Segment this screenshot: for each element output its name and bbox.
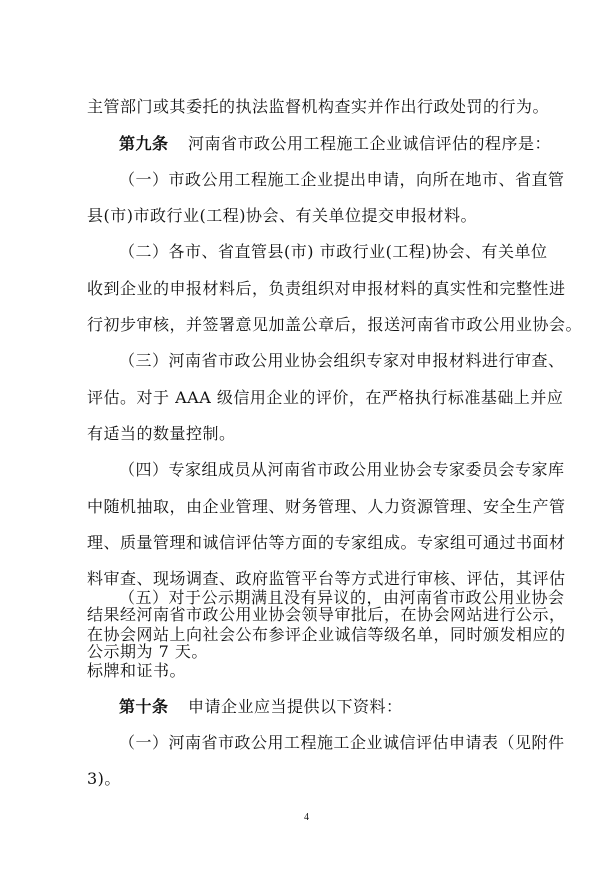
text-line: 3)。 <box>87 769 121 788</box>
text-line: 在协会网站上向社会公布参评企业诚信等级名单，同时颁发相应的 <box>87 625 566 644</box>
text-line: （二）各市、省直管县(市) 市政行业(工程)协会、有关单位 <box>119 242 548 261</box>
text-line: 理、质量管理和诚信评估等方面的专家组成。专家组可通过书面材 <box>87 533 566 552</box>
text-line: 中随机抽取，由企业管理、财务管理、人力资源管理、安全生产管 <box>87 497 566 516</box>
text-line: 申请企业应当提供以下资料： <box>188 697 403 716</box>
text-line: 有适当的数量控制。 <box>87 424 236 443</box>
text-line: 料审查、现场调查、政府监管平台等方式进行审核、评估，其评估 <box>87 569 566 588</box>
article-heading: 第九条 <box>119 134 169 153</box>
page-number: 4 <box>304 812 309 823</box>
text-line: 河南省市政公用工程施工企业诚信评估的程序是： <box>188 134 552 153</box>
text-line: 公示期为 7 天。 <box>87 642 208 661</box>
text-line: （三）河南省市政公用业协会组织专家对申报材料进行审查、 <box>119 351 565 370</box>
text-line: 收到企业的申报材料后，负责组织对申报材料的真实性和完整性进 <box>87 279 566 298</box>
text-line: 结果经河南省市政公用业协会领导审批后，在协会网站进行公示， <box>87 605 566 624</box>
text-line: 标牌和证书。 <box>87 661 187 680</box>
text-line: 评估。对于 AAA 级信用企业的评价，在严格执行标准基础上并应 <box>87 388 564 407</box>
text-line: （五）对于公示期满且没有异议的，由河南省市政公用业协会 <box>119 588 565 607</box>
article-heading: 第十条 <box>119 697 169 716</box>
text-line: （一）市政公用工程施工企业提出申请，向所在地市、省直管 <box>119 170 565 189</box>
text-line: 主管部门或其委托的执法监督机构查实并作出行政处罚的行为。 <box>87 97 550 116</box>
text-line: （一）河南省市政公用工程施工企业诚信评估申请表（见附件 <box>119 733 565 752</box>
text-line: （四）专家组成员从河南省市政公用业协会专家委员会专家库 <box>119 460 565 479</box>
text-line: 行初步审核，并签署意见加盖公章后，报送河南省市政公用业协会。 <box>87 315 583 334</box>
text-line: 县(市)市政行业(工程)协会、有关单位提交申报材料。 <box>87 206 477 225</box>
